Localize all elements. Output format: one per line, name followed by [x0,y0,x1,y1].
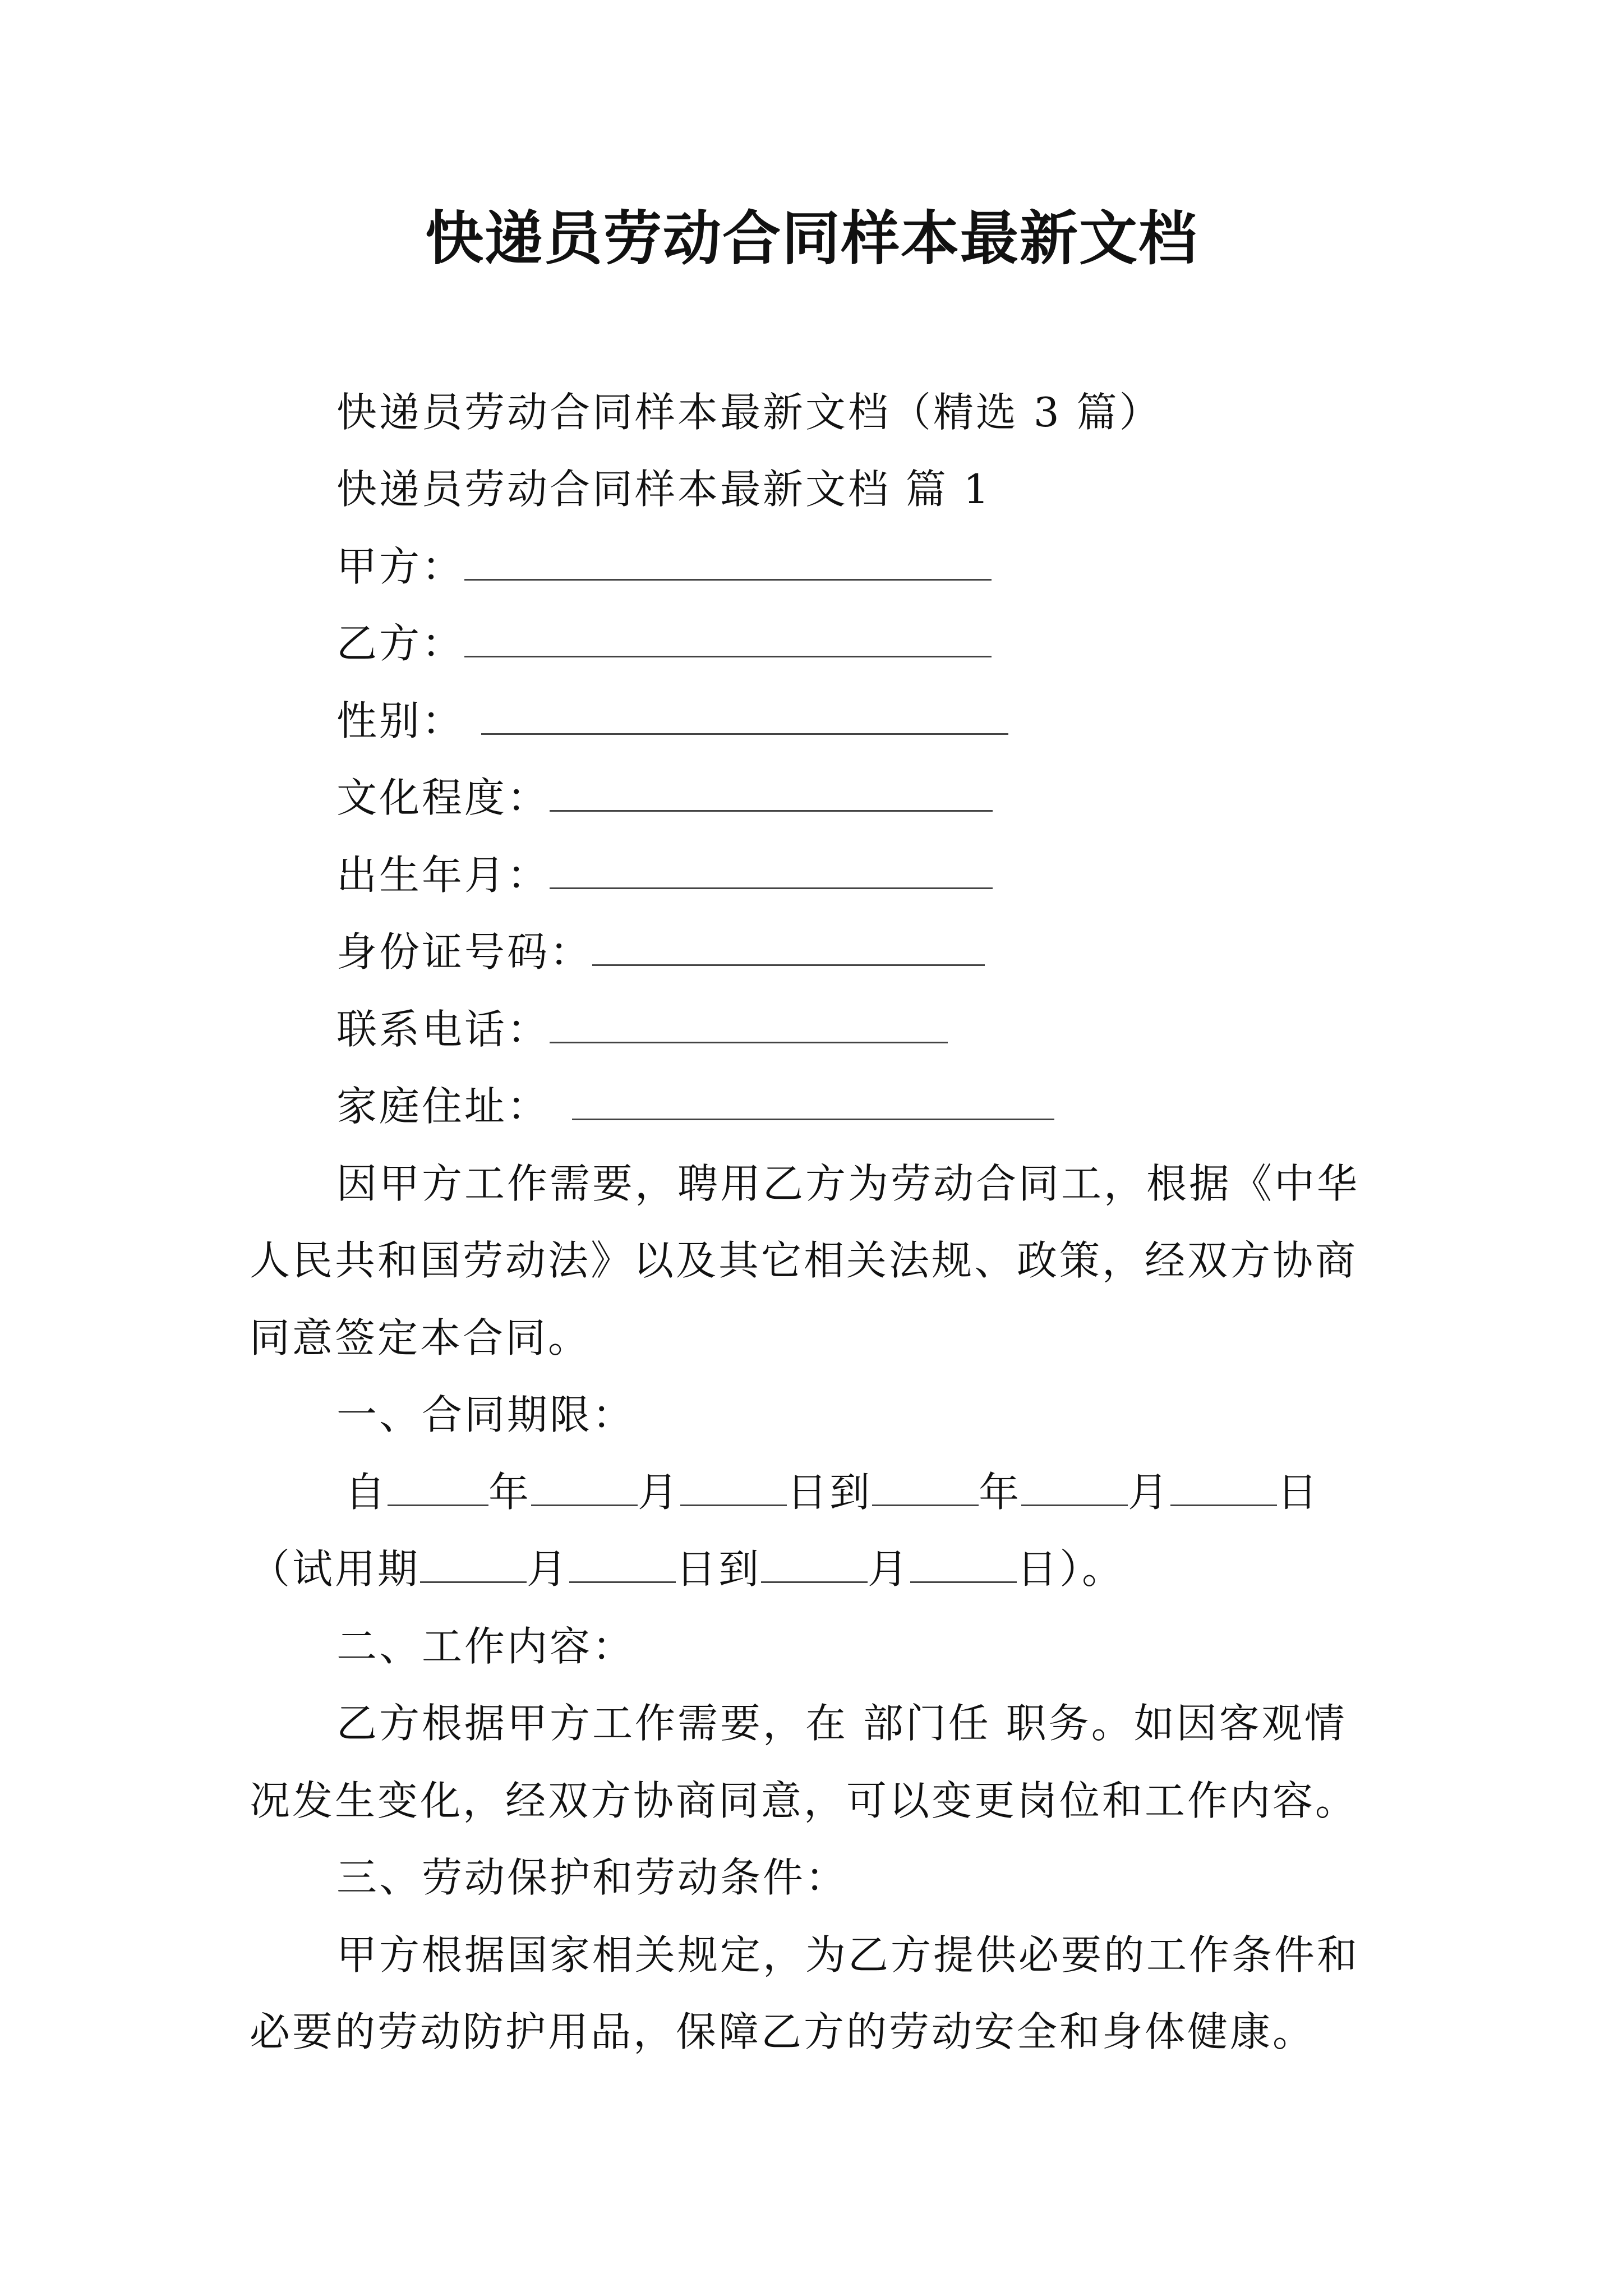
field-label: 乙方： [336,620,465,667]
intro-line-2: 人民共和国劳动法》以及其它相关法规、政策，经双方协商 [250,1237,1358,1284]
date-text: 年 [488,1469,532,1516]
blank-line [550,770,993,812]
document-title: 快递员劳动合同样本最新文档 [425,204,1198,273]
blank-line [1170,1464,1277,1506]
intro-line-1: 因甲方工作需要，聘用乙方为劳动合同工，根据《中华 [336,1160,1360,1207]
date-text: 月 [527,1545,570,1593]
field-address [336,1078,1054,1134]
section-2-line-1: 乙方根据甲方工作需要，在 部门任 职务。如因客观情 [336,1700,1347,1747]
blank-line [550,847,993,889]
date-text: 月 [638,1469,681,1516]
field-id-number [336,924,985,980]
blank-line [572,1078,1054,1120]
section-3-heading: 三、劳动保护和劳动条件： [336,1854,849,1901]
field-phone [336,1001,948,1057]
date-text: 日 [1277,1469,1320,1516]
field-label: 出生年月： [336,852,550,899]
blank-line [910,1541,1017,1583]
blank-line [680,1464,787,1506]
blank-line [464,539,992,581]
date-text: 日）。 [1017,1545,1125,1593]
field-birth [336,847,993,903]
date-text: 月 [868,1545,911,1593]
blank-line [872,1464,979,1506]
date-text: 年 [979,1469,1022,1516]
blank-line [481,693,1008,735]
section-3-line-1: 甲方根据国家相关规定，为乙方提供必要的工作条件和 [336,1931,1360,1978]
date-text: 自 [345,1469,388,1516]
trial-period-line [250,1541,1124,1597]
section-1-heading: 一、合同期限： [336,1391,635,1438]
field-label: 联系电话： [336,1006,550,1053]
contract-period-line [345,1464,1320,1520]
field-label: 身份证号码： [336,928,593,976]
intro-line-3: 同意签定本合同。 [250,1314,591,1361]
date-text: 月 [1128,1469,1171,1516]
blank-line [592,924,985,966]
section-2-line-2: 况发生变化，经双方协商同意，可以变更岗位和工作内容。 [250,1777,1358,1824]
blank-line [464,615,992,657]
field-education [336,770,993,826]
field-party-a [336,539,992,595]
date-text: 日到 [676,1545,762,1593]
document-subtitle: 快递员劳动合同样本最新文档（精选 3 篇） [336,389,1162,436]
section-2-heading: 二、工作内容： [336,1623,635,1670]
field-label: 文化程度： [336,774,550,821]
date-text: 日到 [787,1469,873,1516]
section-3-line-2: 必要的劳动防护用品，保障乙方的劳动安全和身体健康。 [250,2008,1316,2055]
section-heading: 快递员劳动合同样本最新文档 篇 1 [336,466,992,513]
blank-line [761,1541,868,1583]
field-label: 家庭住址： [336,1083,550,1130]
blank-line [388,1464,488,1506]
blank-line [569,1541,676,1583]
field-label: 甲方： [336,543,465,590]
field-party-b [336,615,992,671]
blank-line [420,1541,527,1583]
blank-line [550,1001,948,1043]
blank-line [1021,1464,1128,1506]
field-label: 性别： [336,697,465,744]
date-text: （试用期 [250,1545,421,1593]
blank-line [531,1464,638,1506]
field-gender [336,693,1008,749]
